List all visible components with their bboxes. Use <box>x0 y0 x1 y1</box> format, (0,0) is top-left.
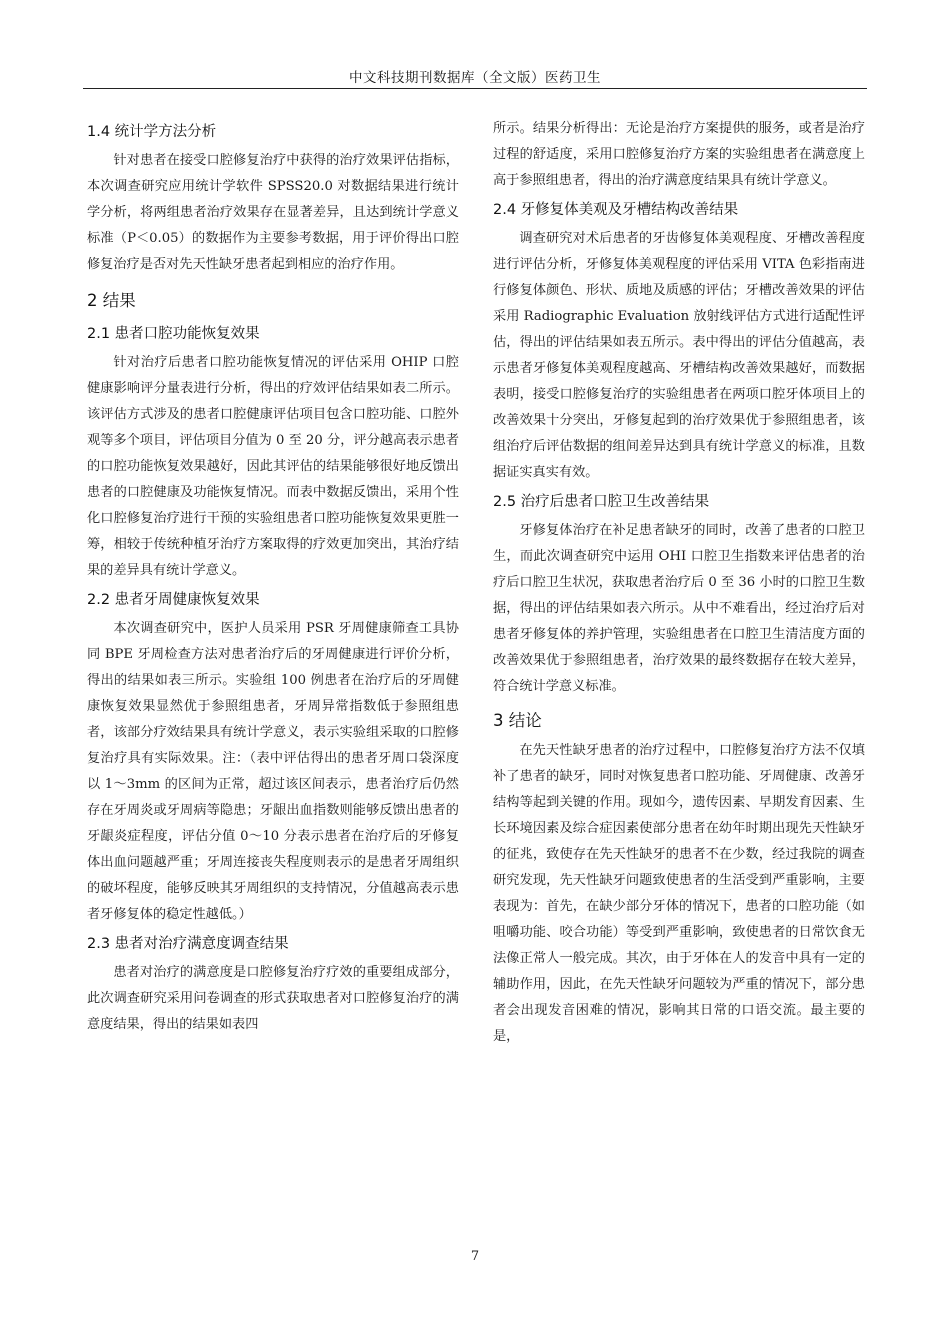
page-number: 7 <box>470 1249 480 1264</box>
running-header: 中文科技期刊数据库（全文版）医药卫生 <box>349 70 601 86</box>
section-heading-2-5: 2.5 治疗后患者口腔卫生改善结果 <box>493 494 710 510</box>
left-column <box>87 116 459 1038</box>
section-heading-3: 3 结论 <box>493 711 542 730</box>
paragraph-2-3-continued: 所示。结果分析得出：无论是治疗方案提供的服务，或者是治疗过程的舒适度，采用口腔修复治疗方案的实验组患者在满意度上高于参照组患者，得出的治疗满意度结果具有统计学意义。 <box>493 121 865 188</box>
right-column <box>493 116 865 1050</box>
paragraph-2-1: 针对治疗后患者口腔功能恢复情况的评估采用 OHIP 口腔健康影响评分量表进行分析，得出的疗效评估结果如表二所示。该评估方式涉及的患者口腔健康评估项目包含口腔功能、口腔外观等多个项目，评估项目分值为 0 至 20 分，评分越高表示患者的口腔功能恢复效果越好，因此其评估的结果能够很好地反馈出患者的口腔健康及功能恢复情况。而表中数据反馈出，采用个性化口腔修复治疗进行干预的实验组患者口腔功能恢复效果更胜一筹，相较于传统种植牙治疗方案取得的疗效更加突出，其治疗结果的差异具有统计学意义。 <box>87 355 459 578</box>
header-rule <box>83 88 867 89</box>
paragraph-2-2: 本次调查研究中，医护人员采用 PSR 牙周健康筛查工具协同 BPE 牙周检查方法对患者治疗后的牙周健康进行评价分析，得出的结果如表三所示。实验组 100 例患者在治疗后的牙周健康恢复效果显然优于参照组患者，牙周异常指数低于参照组患者，该部分疗效结果具有统计学意义，表示实验组采取的口腔修复治疗具有实际效果。注：（表中评估得出的患者牙周口袋深度以 1～3mm 的区间为正常，超过该区间表示，患者治疗后仍然存在牙周炎或牙周病等隐患；牙龈出血指数则能够反馈出患者的牙龈炎症程度，评估分值 0～10 分表示患者在治疗后的牙修复体出血问题越严重；牙周连接丧失程度则表示的是患者牙周组织的破坏程度，能够反映其牙周组织的支持情况，分值越高表示患者牙修复体的稳定性越低。） <box>87 621 459 922</box>
paragraph-2-3: 患者对治疗的满意度是口腔修复治疗疗效的重要组成部分，此次调查研究采用问卷调查的形式获取患者对口腔修复治疗的满意度结果，得出的结果如表四 <box>87 965 459 1032</box>
section-heading-2-1: 2.1 患者口腔功能恢复效果 <box>87 326 260 342</box>
paragraph-2-4: 调查研究对术后患者的牙齿修复体美观程度、牙槽改善程度进行评估分析，牙修复体美观程度的评估采用 VITA 色彩指南进行修复体颜色、形状、质地及质感的评估；牙槽改善效果的评估采用 Radiographic Evaluation 放射线评估方式进行适配性评估，得出的评估结果如表五所示。表中得出的评估分值越高，表示患者牙修复体美观程度越高、牙槽结构改善效果越好，而数据表明，接受口腔修复治疗的实验组患者在两项口腔牙体项目上的改善效果十分突出，牙修复起到的治疗效果优于参照组患者，该组治疗后评估数据的组间差异达到具有统计学意义的标准，且数据证实真实有效。 <box>493 231 865 480</box>
paragraph-2-5: 牙修复体治疗在补足患者缺牙的同时，改善了患者的口腔卫生，而此次调查研究中运用 OHI 口腔卫生指数来评估患者的治疗后口腔卫生状况，获取患者治疗后 0 至 36 小时的口腔卫生数据，得出的评估结果如表六所示。从中不难看出，经过治疗后对患者牙修复体的养护管理，实验组患者在口腔卫生清洁度方面的改善效果优于参照组患者，治疗效果的最终数据存在较大差异，符合统计学意义标准。 <box>493 523 865 694</box>
section-heading-2: 2 结果 <box>87 291 136 310</box>
section-heading-1-4: 1.4 统计学方法分析 <box>87 124 217 140</box>
paragraph-3: 在先天性缺牙患者的治疗过程中，口腔修复治疗方法不仅填补了患者的缺牙，同时对恢复患者口腔功能、牙周健康、改善牙结构等起到关键的作用。现如今，遗传因素、早期发育因素、生长环境因素及综合症因素使部分患者在幼年时期出现先天性缺牙的征兆，致使存在先天性缺牙的患者不在少数，经过我院的调查研究发现，先天性缺牙问题致使患者的生活受到严重影响，主要表现为：首先，在缺少部分牙体的情况下，患者的口腔功能（如咀嚼功能、咬合功能）等受到严重影响，致使患者的日常饮食无法像正常人一般完成。其次，由于牙体在人的发音中具有一定的辅助作用，因此，在先天性缺牙问题较为严重的情况下，部分患者会出现发音困难的情况，影响其日常的口语交流。最主要的是， <box>493 743 865 1044</box>
section-heading-2-3: 2.3 患者对治疗满意度调查结果 <box>87 936 289 952</box>
paragraph-1-4: 针对患者在接受口腔修复治疗中获得的治疗效果评估指标，本次调查研究应用统计学软件 SPSS20.0 对数据结果进行统计学分析，将两组患者治疗效果存在显著差异，且达到统计学意义标准（P＜0.05）的数据作为主要参考数据，用于评价得出口腔修复治疗是否对先天性缺牙患者起到相应的治疗作用。 <box>87 153 459 272</box>
section-heading-2-2: 2.2 患者牙周健康恢复效果 <box>87 592 260 608</box>
section-heading-2-4: 2.4 牙修复体美观及牙槽结构改善结果 <box>493 202 739 218</box>
